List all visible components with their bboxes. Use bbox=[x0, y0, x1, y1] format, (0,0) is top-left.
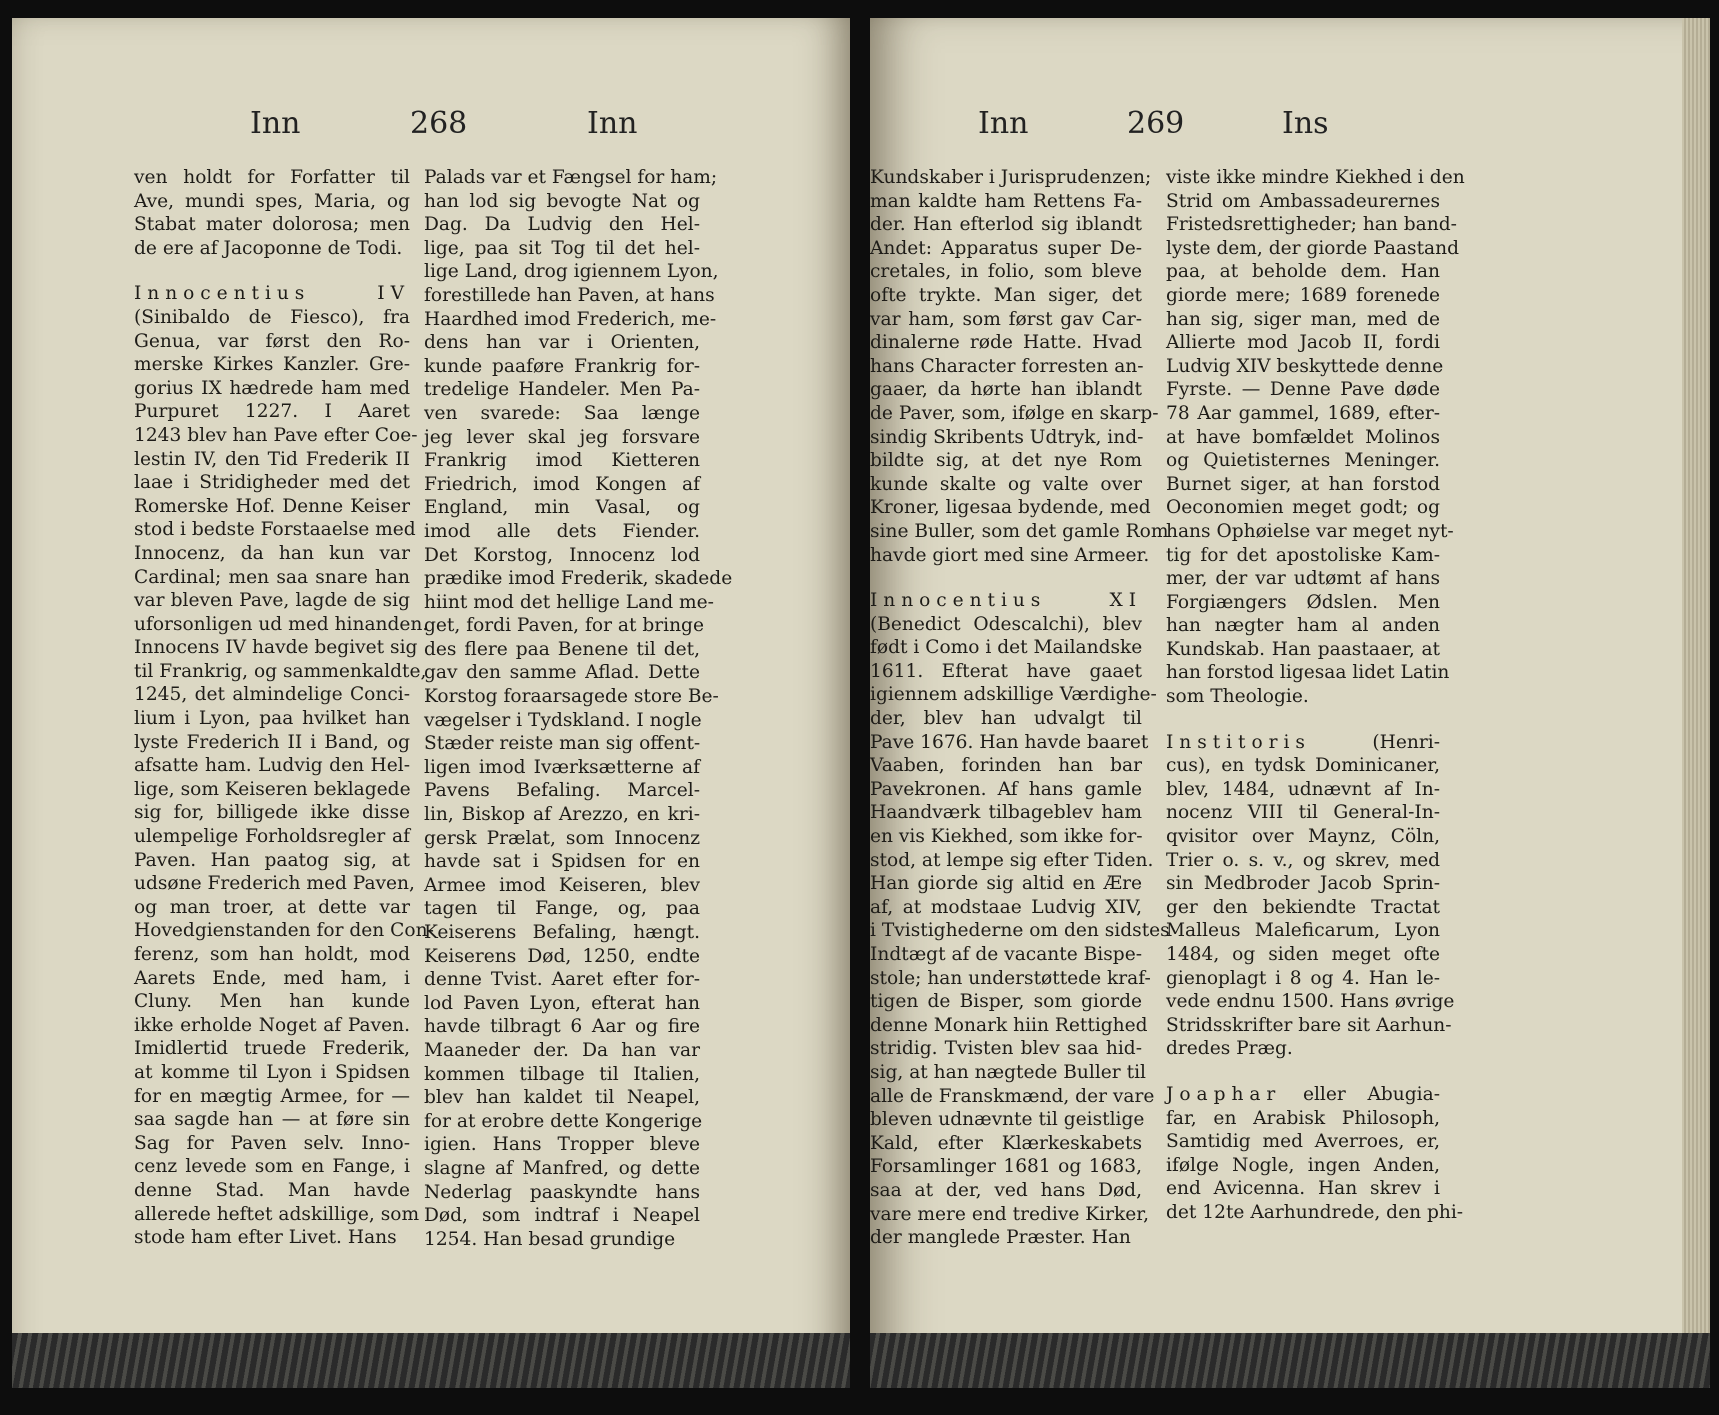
text-line: kommen tilbage til Italien, bbox=[424, 1063, 700, 1085]
text-line: nocenz VIII til General-In- bbox=[1166, 802, 1440, 824]
text-line bbox=[870, 567, 1142, 589]
text-line: Det Korstog, Innocenz lod bbox=[424, 544, 700, 566]
text-line: Forsamlinger 1681 og 1683, bbox=[870, 1156, 1142, 1178]
text-line: Aarets Ende, med ham, i bbox=[134, 967, 410, 989]
text-line bbox=[1166, 1061, 1440, 1083]
text-line: jeg lever skal jeg forsvare bbox=[424, 426, 700, 448]
text-line: hiint mod det hellige Land me- bbox=[424, 591, 714, 613]
text-line: tredelige Handeler. Men Pa- bbox=[424, 379, 700, 401]
text-line: Allierte mod Jacob II, fordi bbox=[1166, 332, 1440, 354]
text-line: vare mere end tredive Kirker, bbox=[870, 1203, 1150, 1225]
text-line: (Sinibaldo de Fiesco), fra bbox=[134, 306, 410, 328]
text-line: man kaldte ham Rettens Fa- bbox=[870, 190, 1142, 212]
text-line: ven svarede: Saa længe bbox=[424, 402, 700, 424]
text-line: Kald, efter Klærkeskabets bbox=[870, 1132, 1142, 1154]
text-line: Død, som indtraf i Neapel bbox=[424, 1205, 700, 1227]
text-line: hans Ophøielse var meget nyt- bbox=[1166, 520, 1454, 542]
right-page-number: 269 bbox=[1127, 106, 1185, 141]
text-line: bildte sig, at det nye Rom bbox=[870, 450, 1142, 472]
text-line: Stæder reiste man sig offent- bbox=[424, 733, 701, 755]
text-line: Cluny. Men han kunde bbox=[134, 991, 410, 1013]
text-line: for at erobre dette Kongerige bbox=[424, 1110, 703, 1132]
text-line: Innocens IV havde begivet sig bbox=[134, 637, 418, 659]
text-line: Hovedgienstanden for den Con- bbox=[134, 920, 434, 942]
text-line: Keiserens Befaling, hængt. bbox=[424, 922, 700, 943]
text-line: hans Character forresten an- bbox=[870, 355, 1144, 377]
text-line: cus), en tydsk Dominicaner, bbox=[1166, 755, 1440, 777]
text-line: Friedrich, imod Kongen af bbox=[424, 473, 700, 495]
text-line: slagne af Manfred, og dette bbox=[424, 1157, 700, 1179]
text-line: gaaer, da hørte han iblandt bbox=[870, 379, 1142, 401]
text-line: lod Paven Lyon, efterat han bbox=[424, 992, 700, 1014]
text-line: Strid om Ambassadeurernes bbox=[1166, 190, 1440, 212]
text-line: Genua, var først den Ro- bbox=[134, 330, 410, 352]
left-header-keyword-left: Inn bbox=[250, 106, 301, 141]
text-line: Haardhed imod Frederich, me- bbox=[424, 308, 717, 330]
text-line: kunde skalte og valte over bbox=[870, 473, 1142, 495]
text-line: gav den samme Aflad. Dette bbox=[424, 662, 700, 684]
text-line: havde giort med sine Armeer. bbox=[870, 544, 1150, 566]
text-line: Vaaben, forinden han bar bbox=[870, 755, 1142, 777]
text-line: Institoris (Henri- bbox=[1166, 731, 1440, 753]
text-line: prædike imod Frederik, skadede bbox=[424, 568, 733, 590]
text-line: ferenz, som han holdt, mod bbox=[134, 944, 410, 965]
text-line: lige, paa sit Tog til det hel- bbox=[424, 237, 700, 259]
text-line: 1245, det almindelige Conci- bbox=[134, 684, 410, 706]
text-line: der, blev han udvalgt til bbox=[870, 708, 1142, 730]
text-line: Fristedsrettigheder; han band- bbox=[1166, 214, 1457, 236]
page-bottom-edge bbox=[12, 1333, 850, 1388]
text-line: Samtidig med Averroes, er, bbox=[1166, 1131, 1440, 1153]
text-line: at komme til Lyon i Spidsen bbox=[134, 1061, 410, 1083]
text-line: var ham, som først gav Car- bbox=[870, 308, 1142, 330]
text-line: Korstog foraarsagede store Be- bbox=[424, 686, 719, 708]
text-line: tig for det apostoliske Kam- bbox=[1166, 544, 1440, 566]
text-line: født i Como i det Mailandske bbox=[870, 637, 1143, 659]
text-line: ikke erholde Noget af Paven. bbox=[134, 1014, 410, 1036]
text-line: dinalerne røde Hatte. Hvad bbox=[870, 332, 1142, 354]
text-line: stole; han understøttede kraf- bbox=[870, 967, 1151, 989]
text-line: end Avicenna. Han skrev i bbox=[1166, 1178, 1440, 1200]
text-line: Pave 1676. Han havde baaret bbox=[870, 731, 1149, 753]
right-page-column-1 bbox=[870, 166, 1170, 1250]
text-line: lyste Frederich II i Band, og bbox=[134, 731, 410, 753]
text-line: laae i Stridigheder med det bbox=[134, 472, 410, 494]
text-line: Kroner, ligesaa bydende, med bbox=[870, 497, 1151, 519]
text-line: imod alle dets Fiender. bbox=[424, 520, 700, 542]
text-line: tagen til Fange, og, paa bbox=[424, 898, 700, 920]
text-line: 1254. Han besad grundige bbox=[424, 1228, 676, 1250]
text-line: igiennem adskillige Værdighe- bbox=[870, 684, 1157, 706]
text-line: des flere paa Benene til det, bbox=[424, 638, 700, 660]
text-line: Indtægt af de vacante Bispe- bbox=[870, 944, 1142, 965]
right-header-keyword-right: Ins bbox=[1282, 106, 1329, 141]
text-line: (Benedict Odescalchi), blev bbox=[870, 613, 1142, 635]
text-line: for en mægtig Armee, for — bbox=[134, 1085, 410, 1107]
text-line: han lod sig bevogte Nat og bbox=[424, 190, 700, 212]
text-line: han sig, siger man, med de bbox=[1166, 308, 1440, 330]
text-line: bleven udnævnte til geistlige bbox=[870, 1109, 1145, 1131]
text-line: Ludvig XIV beskyttede denne bbox=[1166, 355, 1444, 377]
text-line: ulempelige Forholdsregler af bbox=[134, 826, 410, 848]
text-line: de Paver, som, ifølge en skarp- bbox=[870, 402, 1159, 424]
text-line: afsatte ham. Ludvig den Hel- bbox=[134, 755, 410, 777]
text-line: paa, at beholde dem. Han bbox=[1166, 261, 1440, 283]
left-page bbox=[12, 18, 850, 1388]
text-line: Innocentius XI bbox=[870, 590, 1142, 612]
text-line: Armee imod Keiseren, blev bbox=[424, 874, 700, 896]
text-line: qvisitor over Maynz, Cöln, bbox=[1166, 826, 1440, 848]
text-line: havde tilbragt 6 Aar og fire bbox=[424, 1016, 700, 1038]
text-line bbox=[1166, 709, 1440, 731]
text-line: Maaneder der. Da han var bbox=[424, 1039, 700, 1061]
left-running-header bbox=[12, 106, 850, 156]
text-line: der. Han efterlod sig iblandt bbox=[870, 214, 1142, 236]
text-line: allerede heftet adskillige, som bbox=[134, 1203, 420, 1225]
text-line: blev han kaldet til Neapel, bbox=[424, 1087, 700, 1109]
text-line: viste ikke mindre Kiekhed i den bbox=[1166, 167, 1465, 188]
page-fore-edge bbox=[1682, 18, 1710, 1388]
text-line: Innocentius IV bbox=[134, 283, 410, 305]
text-line: denne Tvist. Aaret efter for- bbox=[424, 969, 700, 991]
text-line: sindig Skribents Udtryk, ind- bbox=[870, 426, 1144, 448]
right-page bbox=[870, 18, 1710, 1388]
text-line: stridig. Tvisten blev saa hid- bbox=[870, 1038, 1142, 1060]
text-line: Malleus Maleficarum, Lyon bbox=[1166, 920, 1440, 942]
text-line: Stridsskrifter bare sit Aarhun- bbox=[1166, 1014, 1452, 1036]
text-line: stod i bedste Forstaaelse med bbox=[134, 519, 416, 541]
text-line: de ere af Jacoponne de Todi. bbox=[134, 237, 403, 259]
text-line: sig for, billigede ikke disse bbox=[134, 802, 410, 824]
text-line: lige, som Keiseren beklagede bbox=[134, 778, 411, 800]
text-line: kunde paaføre Frankrig for- bbox=[424, 355, 700, 377]
text-line: og Quietisternes Meninger. bbox=[1166, 450, 1440, 472]
text-line: far, en Arabisk Philosoph, bbox=[1166, 1107, 1440, 1129]
text-line: Fyrste. — Denne Pave døde bbox=[1166, 379, 1440, 401]
text-line: vægelser i Tydskland. I nogle bbox=[424, 709, 702, 731]
text-line: til Frankrig, og sammenkaldte, bbox=[134, 660, 427, 682]
text-line: af, at modstaae Ludvig XIV, bbox=[870, 896, 1142, 918]
text-line: saa at der, ved hans Død, bbox=[870, 1179, 1142, 1201]
right-page-column-2 bbox=[1166, 166, 1465, 1225]
text-line: Innocenz, da han kun var bbox=[134, 542, 410, 564]
text-line: udsøne Frederich med Paven, bbox=[134, 873, 415, 895]
text-line: Sag for Paven selv. Inno- bbox=[134, 1132, 410, 1154]
text-line: var bleven Pave, lagde de sig bbox=[134, 590, 410, 612]
text-line: Han giorde sig altid en Ære bbox=[870, 873, 1142, 895]
text-line: Kundskaber i Jurisprudenzen; bbox=[870, 167, 1152, 188]
text-line: Burnet siger, at han forstod bbox=[1166, 473, 1440, 495]
text-line: get, fordi Paven, for at bringe bbox=[424, 615, 704, 637]
left-header-keyword-right: Inn bbox=[587, 106, 638, 141]
text-line: der manglede Præster. Han bbox=[870, 1227, 1131, 1249]
text-line: ifølge Nogle, ingen Anden, bbox=[1166, 1154, 1440, 1176]
text-line: Palads var et Fængsel for ham; bbox=[424, 167, 718, 188]
text-line: Pavens Befaling. Marcel- bbox=[424, 780, 700, 802]
text-line: forestillede han Paven, at hans bbox=[424, 284, 715, 306]
text-line: denne Stad. Man havde bbox=[134, 1179, 410, 1201]
text-line: Haandværk tilbageblev ham bbox=[870, 802, 1142, 824]
text-line: Dag. Da Ludvig den Hel- bbox=[424, 214, 700, 236]
text-line: og man troer, at dette var bbox=[134, 896, 410, 918]
left-page-column-1 bbox=[134, 166, 434, 1250]
text-line: stod, at lempe sig efter Tiden. bbox=[870, 849, 1154, 871]
text-line: Nederlag paaskyndte hans bbox=[424, 1181, 700, 1203]
text-line: giorde mere; 1689 forenede bbox=[1166, 284, 1440, 306]
text-line: han nægter ham al anden bbox=[1166, 615, 1440, 637]
text-line: Keiserens Død, 1250, endte bbox=[424, 945, 700, 967]
text-line: en vis Kiekhed, som ikke for- bbox=[870, 826, 1143, 848]
text-line: i Tvistighederne om den sidstes bbox=[870, 920, 1170, 942]
text-line bbox=[134, 260, 410, 282]
text-line: Stabat mater dolorosa; men bbox=[134, 214, 410, 236]
text-line: Andet: Apparatus super De- bbox=[870, 237, 1142, 259]
text-line: 78 Aar gammel, 1689, efter- bbox=[1166, 402, 1440, 424]
text-line: blev, 1484, udnævnt af In- bbox=[1166, 778, 1440, 800]
text-line: Kundskab. Han paastaaer, at bbox=[1166, 638, 1440, 660]
text-line: vede endnu 1500. Hans øvrige bbox=[1166, 991, 1455, 1013]
text-line: gersk Prælat, som Innocenz bbox=[424, 827, 700, 849]
text-line: Forgiængers Ødslen. Men bbox=[1166, 591, 1440, 613]
text-line: dens han var i Orienten, bbox=[424, 332, 700, 354]
text-line: lin, Biskop af Arezzo, en kri- bbox=[424, 804, 700, 826]
page-bottom-edge bbox=[870, 1333, 1710, 1388]
text-line: lium i Lyon, paa hvilket han bbox=[134, 708, 410, 730]
text-line: cenz levede som en Fange, i bbox=[134, 1156, 410, 1178]
text-line: Pavekronen. Af hans gamle bbox=[870, 778, 1142, 800]
text-line: 1484, og siden meget ofte bbox=[1166, 944, 1440, 965]
text-line: Romerske Hof. Denne Keiser bbox=[134, 495, 410, 517]
text-line: sine Buller, som det gamle Rom bbox=[870, 520, 1169, 542]
text-line: merske Kirkes Kanzler. Gre- bbox=[134, 354, 410, 376]
text-line: Oeconomien meget godt; og bbox=[1166, 497, 1440, 519]
text-line: saa sagde han — at føre sin bbox=[134, 1109, 410, 1131]
text-line: ven holdt for Forfatter til bbox=[134, 167, 410, 188]
text-line: ofte trykte. Man siger, det bbox=[870, 284, 1142, 306]
text-line: ligen imod Iværksætterne af bbox=[424, 756, 700, 778]
text-line: alle de Franskmænd, der vare bbox=[870, 1085, 1155, 1107]
text-line: han forstod ligesaa lidet Latin bbox=[1166, 662, 1450, 684]
right-running-header bbox=[870, 106, 1710, 156]
text-line: tigen de Bisper, som giorde bbox=[870, 991, 1142, 1013]
text-line: Frankrig imod Kietteren bbox=[424, 450, 700, 472]
left-page-column-2 bbox=[424, 166, 733, 1251]
text-line: lige Land, drog igiennem Lyon, bbox=[424, 261, 719, 283]
text-line: 1243 blev han Pave efter Coe- bbox=[134, 424, 418, 446]
text-line: at have bomfældet Molinos bbox=[1166, 426, 1440, 448]
text-line: Ave, mundi spes, Maria, og bbox=[134, 190, 410, 212]
text-line: gienoplagt i 8 og 4. Han le- bbox=[1166, 967, 1440, 989]
text-line: denne Monark hiin Rettighed bbox=[870, 1014, 1148, 1036]
text-line: Purpuret 1227. I Aaret bbox=[134, 401, 410, 423]
text-line: ger den bekiendte Tractat bbox=[1166, 896, 1440, 918]
text-line: som Theologie. bbox=[1166, 686, 1309, 708]
right-header-keyword-left: Inn bbox=[978, 106, 1029, 141]
text-line: Trier o. s. v., og skrev, med bbox=[1166, 849, 1440, 871]
left-page-number: 268 bbox=[410, 106, 468, 141]
text-line: Cardinal; men saa snare han bbox=[134, 566, 410, 588]
text-line: Paven. Han paatog sig, at bbox=[134, 849, 410, 871]
text-line: gorius IX hædrede ham med bbox=[134, 377, 410, 399]
text-line: havde sat i Spidsen for en bbox=[424, 851, 700, 873]
text-line: uforsonligen ud med hinanden. bbox=[134, 613, 429, 635]
text-line: det 12te Aarhundrede, den phi- bbox=[1166, 1201, 1464, 1223]
text-line: Imidlertid truede Frederik, bbox=[134, 1038, 410, 1060]
text-line: mer, der var udtømt af hans bbox=[1166, 568, 1440, 590]
text-line: England, min Vasal, og bbox=[424, 497, 700, 519]
text-line: lyste dem, der giorde Paastand bbox=[1166, 237, 1460, 259]
text-line: stode ham efter Livet. Hans bbox=[134, 1227, 397, 1249]
text-line: sig, at han nægtede Buller til bbox=[870, 1061, 1146, 1083]
text-line: cretales, in folio, som bleve bbox=[870, 261, 1142, 283]
text-line: lestin IV, den Tid Frederik II bbox=[134, 448, 410, 470]
text-line: igien. Hans Tropper bleve bbox=[424, 1134, 700, 1156]
text-line: 1611. Efterat have gaaet bbox=[870, 660, 1142, 682]
text-line: sin Medbroder Jacob Sprin- bbox=[1166, 873, 1440, 895]
text-line: dredes Præg. bbox=[1166, 1038, 1293, 1060]
text-line: Joaphar eller Abugia- bbox=[1166, 1083, 1440, 1105]
